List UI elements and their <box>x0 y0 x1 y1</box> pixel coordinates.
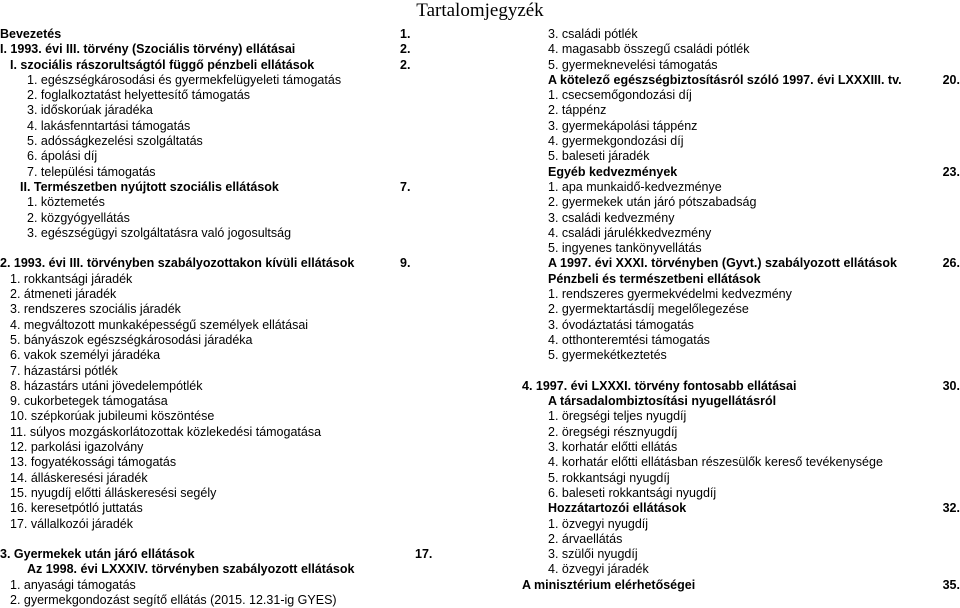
toc-entry <box>522 425 960 440</box>
toc-entry-text: 3. időskorúak járadéka <box>27 103 153 118</box>
toc-entry-text: 3. családi kedvezmény <box>548 210 675 225</box>
toc-entry-text: 2. árvaellátás <box>548 531 623 546</box>
toc-entry-text: 10. szépkorúak jubileumi köszöntése <box>10 409 215 424</box>
toc-entry-text: 5. gyermekétkeztetés <box>548 348 667 363</box>
toc-entry <box>0 88 465 103</box>
toc-entry-text: 2. táppénz <box>548 103 607 118</box>
toc-entry-page: 2. <box>400 57 411 72</box>
toc-entry-text: II. Természetben nyújtott szociális ellátások <box>20 179 279 194</box>
toc-entry-text: 4. 1997. évi LXXXI. törvény fontosabb ellátásai <box>522 378 797 393</box>
toc-entry <box>0 486 465 501</box>
toc-entry <box>522 547 960 562</box>
toc-entry-text: 4. özvegyi járadék <box>548 562 649 577</box>
toc-entry-page: 9. <box>400 256 411 271</box>
toc-entry-text: Pénzbeli és természetbeni ellátások <box>548 271 761 286</box>
toc-entry-text: 5. ingyenes tankönyvellátás <box>548 241 702 256</box>
toc-entry <box>522 226 960 241</box>
toc-entry <box>0 226 465 241</box>
toc-entry <box>522 211 960 226</box>
toc-entry-text: 3. családi pótlék <box>548 27 638 41</box>
toc-entry-text: 5. bányászok egészségkárosodási járadéka <box>10 332 253 347</box>
toc-entry-text: 15. nyugdíj előtti álláskeresési segély <box>10 485 217 500</box>
toc-entry <box>522 134 960 149</box>
toc-entry-text: 5. gyermeknevelési támogatás <box>548 57 718 72</box>
toc-entry <box>0 287 465 302</box>
toc-entry-text: 13. fogyatékossági támogatás <box>10 455 177 470</box>
toc-entry <box>522 58 960 73</box>
toc-entry <box>0 440 465 455</box>
toc-entry-text: 1. köztemetés <box>27 195 105 210</box>
toc-entry <box>0 195 465 210</box>
toc-entry-text: 5. adósságkezelési szolgáltatás <box>27 134 203 149</box>
toc-entry <box>522 42 960 57</box>
toc-entry <box>0 272 465 287</box>
toc-entry-text: 4. családi járulékkedvezmény <box>548 225 712 240</box>
toc-entry-text: 5. rokkantsági nyugdíj <box>548 470 670 485</box>
toc-entry-text: 6. ápolási díj <box>27 149 98 164</box>
toc-entry-text: 3. Gyermekek után járó ellátások <box>0 547 195 562</box>
toc-entry-text: 17. vállalkozói járadék <box>10 516 133 531</box>
toc-entry-text: I. szociális rászorultságtól függő pénzbeli ellátások <box>10 57 315 72</box>
toc-entry-text: 3. szülői nyugdíj <box>548 547 638 562</box>
toc-entry <box>0 471 465 486</box>
toc-entry-text: 4. otthonteremtési támogatás <box>548 332 710 347</box>
toc-entry-text: 1. öregségi teljes nyugdíj <box>548 409 687 424</box>
toc-entry <box>522 27 960 42</box>
toc-entry-text: A minisztérium elérhetőségei <box>522 577 696 592</box>
toc-entry-page: 35. <box>942 577 960 592</box>
toc-entry <box>522 333 960 348</box>
toc-entry <box>522 471 960 486</box>
toc-entry-text: 16. keresetpótló juttatás <box>10 501 143 516</box>
toc-entry-text: Hozzátartozói ellátások <box>548 501 687 516</box>
toc-entry-text: A 1997. évi XXXI. törvényben (Gyvt.) szabályozott ellátások <box>548 256 897 271</box>
toc-entry <box>522 379 960 394</box>
toc-entry-text: 1. rendszeres gyermekvédelmi kedvezmény <box>548 287 792 302</box>
toc-entry-page: 32. <box>942 501 960 516</box>
toc-entry-text: 8. házastárs utáni jövedelempótlék <box>10 378 203 393</box>
toc-entry <box>0 119 465 134</box>
toc-entry-text: 1. özvegyi nyugdíj <box>548 516 649 531</box>
toc-entry-text: 2. 1993. évi III. törvényben szabályozottakon kívüli ellátások <box>0 256 355 271</box>
toc-entry <box>522 348 960 363</box>
toc-entry-text: 14. álláskeresési járadék <box>10 470 148 485</box>
toc-entry-page: 17. <box>415 547 433 562</box>
toc-entry-page: 26. <box>942 256 960 271</box>
toc-entry <box>0 180 465 195</box>
toc-entry <box>522 501 960 516</box>
toc-entry <box>522 532 960 547</box>
toc-entry <box>0 149 465 164</box>
toc-entry <box>0 73 465 88</box>
toc-entry-text: 3. gyermekápolási táppénz <box>548 118 698 133</box>
toc-entry-text: 3. óvodáztatási támogatás <box>548 317 694 332</box>
toc-entry <box>0 318 465 333</box>
toc-entry <box>522 318 960 333</box>
toc-entry <box>522 409 960 424</box>
toc-entry <box>522 562 960 577</box>
toc-entry <box>522 287 960 302</box>
toc-entry-text: I. 1993. évi III. törvény (Szociális törvény) ellátásai <box>0 42 296 57</box>
toc-entry <box>0 27 465 42</box>
toc-entry-text: 2. átmeneti járadék <box>10 287 117 302</box>
toc-entry <box>0 578 465 593</box>
toc-entry <box>0 348 465 363</box>
toc-entry <box>522 241 960 256</box>
toc-entry <box>0 103 465 118</box>
toc-entry-text: 3. egészségügyi szolgáltatásra való jogosultság <box>27 225 292 240</box>
toc-entry-text: 4. lakásfenntartási támogatás <box>27 118 191 133</box>
toc-entry <box>522 119 960 134</box>
toc-entry-text: A társadalombiztosítási nyugellátásról <box>548 394 777 409</box>
toc-entry <box>522 302 960 317</box>
toc-entry-text: 12. parkolási igazolvány <box>10 440 144 455</box>
toc-entry-text: 2. gyermektartásdíj megelőlegezése <box>548 302 749 317</box>
toc-entry-text: 4. gyermekgondozási díj <box>548 134 684 149</box>
toc-entry-page: 30. <box>942 378 960 393</box>
toc-entry-text: 6. vakok személyi járadéka <box>10 348 161 363</box>
toc-entry <box>522 364 960 379</box>
toc-entry <box>0 333 465 348</box>
toc-entry-text: 3. rendszeres szociális járadék <box>10 302 181 317</box>
toc-entry-text: 4. megváltozott munkaképességű személyek ellátásai <box>10 317 309 332</box>
toc-entry <box>0 547 465 562</box>
toc-entry-text: 1. rokkantsági járadék <box>10 271 133 286</box>
toc-entry <box>0 409 465 424</box>
toc-entry-page: 1. <box>400 27 411 41</box>
toc-entry-text: 2. öregségi résznyugdíj <box>548 424 678 439</box>
toc-entry-text: 5. baleseti járadék <box>548 149 650 164</box>
toc-entry <box>522 394 960 409</box>
toc-entry <box>522 578 960 593</box>
toc-entry <box>522 73 960 88</box>
toc-entry <box>0 532 465 547</box>
toc-entry <box>0 593 465 608</box>
toc-entry <box>522 195 960 210</box>
toc-entry <box>522 149 960 164</box>
toc-entry <box>0 501 465 516</box>
toc-entry <box>0 42 465 57</box>
toc-entry-text: 2. közgyógyellátás <box>27 210 130 225</box>
toc-entry-page: 7. <box>400 179 411 194</box>
toc-entry-text: 1. csecsemőgondozási díj <box>548 88 692 103</box>
toc-entry-text: 4. korhatár előtti ellátásban részesülők kereső tevékenysége <box>548 455 883 470</box>
toc-entry-text: 2. gyermekek után járó pótszabadság <box>548 195 757 210</box>
toc-entry-text: 1. apa munkaidő-kedvezménye <box>548 179 722 194</box>
toc-entry-text: 7. házastársi pótlék <box>10 363 118 378</box>
toc-entry <box>522 165 960 180</box>
toc-entry-text: 3. korhatár előtti ellátás <box>548 440 678 455</box>
toc-entry <box>522 103 960 118</box>
toc-entry-text: 2. gyermekgondozást segítő ellátás (2015. 12.31-ig GYES) <box>10 592 337 607</box>
toc-entry <box>522 256 960 271</box>
toc-entry <box>522 180 960 195</box>
toc-entry-page: 20. <box>942 72 960 87</box>
toc-entry <box>0 364 465 379</box>
toc-entry <box>0 58 465 73</box>
toc-entry-page: 2. <box>400 42 411 57</box>
toc-entry <box>0 394 465 409</box>
toc-entry <box>522 486 960 501</box>
toc-entry <box>522 88 960 103</box>
toc-entry <box>522 272 960 287</box>
toc-entry <box>522 517 960 532</box>
toc-entry <box>0 211 465 226</box>
toc-entry <box>522 440 960 455</box>
toc-entry <box>0 165 465 180</box>
toc-entry <box>0 379 465 394</box>
toc-entry-text: 9. cukorbetegek támogatása <box>10 394 168 409</box>
toc-entry <box>0 302 465 317</box>
toc-right-column <box>522 27 960 593</box>
toc-entry-text: 6. baleseti rokkantsági nyugdíj <box>548 485 717 500</box>
toc-entry-text: 4. magasabb összegű családi pótlék <box>548 42 750 57</box>
toc-entry-text: Bevezetés <box>0 27 62 41</box>
toc-entry <box>0 455 465 470</box>
toc-entry-text: 7. települési támogatás <box>27 164 156 179</box>
toc-entry <box>0 425 465 440</box>
toc-entry <box>0 562 465 577</box>
toc-entry-text: Az 1998. évi LXXXIV. törvényben szabályozott ellátások <box>27 562 355 577</box>
toc-entry <box>0 241 465 256</box>
toc-entry-text: 1. anyasági támogatás <box>10 577 136 592</box>
toc-entry-text: 11. súlyos mozgáskorlátozottak közlekedési támogatása <box>10 424 322 439</box>
toc-entry <box>522 455 960 470</box>
toc-entry-text: 1. egészségkárosodási és gyermekfelügyeleti támogatás <box>27 72 342 87</box>
toc-entry <box>0 134 465 149</box>
page-title: Tartalomjegyzék <box>416 0 544 21</box>
toc-entry <box>0 256 465 271</box>
toc-entry <box>0 517 465 532</box>
toc-entry-text: A kötelező egészségbiztosításról szóló 1997. évi LXXXIII. tv. <box>548 72 902 87</box>
toc-left-column <box>0 27 465 608</box>
toc-entry-page: 23. <box>942 164 960 179</box>
toc-entry-text: 2. foglalkoztatást helyettesítő támogatás <box>27 88 251 103</box>
toc-entry-text: Egyéb kedvezmények <box>548 164 678 179</box>
